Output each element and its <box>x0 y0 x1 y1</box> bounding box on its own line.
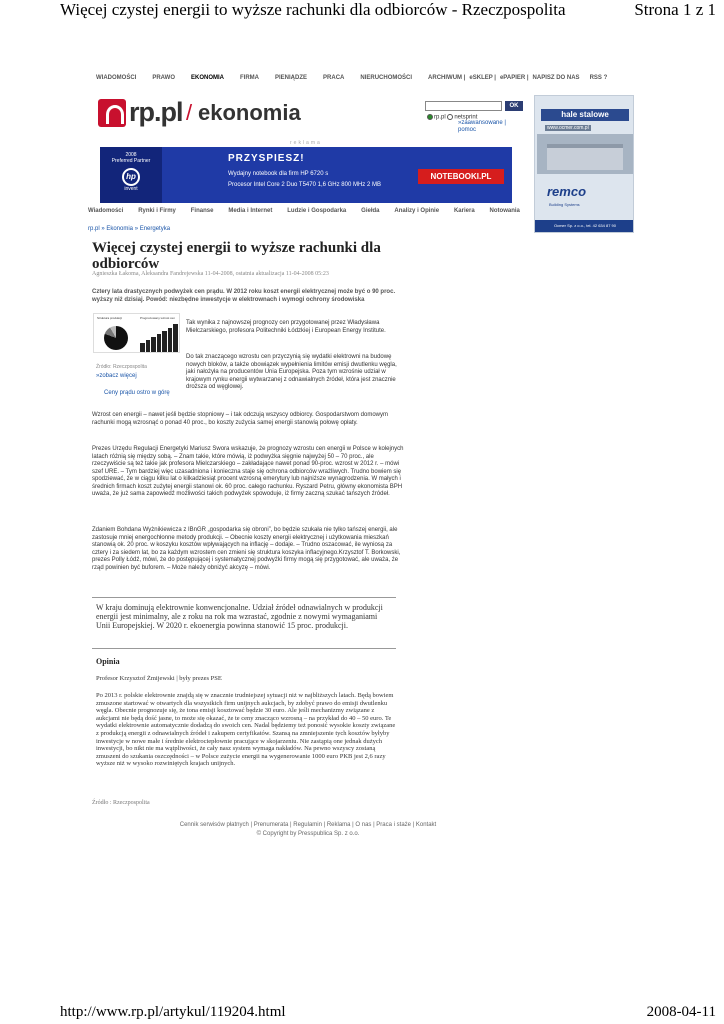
nav-analizy[interactable]: Analizy i Opinie <box>394 208 440 214</box>
print-page-number: Strona 1 z 1 <box>634 0 716 19</box>
hp-partner-box <box>100 147 162 203</box>
print-date: 2008-04-11 <box>646 1004 716 1020</box>
nav-finanse[interactable]: Finanse <box>190 208 214 214</box>
print-footer <box>0 1004 724 1024</box>
info-box: W kraju dominują elektrownie konwencjonalne. Udział źródeł odnawialnych w produkcji energii jest minimalny, ale z roku na rok ma wzrastać, zgodnie z nowymi wymaganiami Unii Europejskiej. W 2020 r. ekoenergia powinna stanowić 15 proc. produkcji. <box>96 603 383 630</box>
logo-site-name: rp.pl <box>129 97 183 127</box>
see-more-link[interactable]: »zobacz więcej <box>96 373 137 379</box>
print-url: http://www.rp.pl/artykul/119204.html <box>60 1004 286 1020</box>
topnav-archiwum[interactable]: ARCHIWUM | <box>428 75 466 81</box>
print-document-title: Więcej czystej energii to wyższe rachunki dla odbiorców - Rzeczpospolita <box>60 0 566 19</box>
ad-footer: Ocmer Sp. z o.o., tel. 42 634 87 90 <box>535 220 634 232</box>
site-logo[interactable] <box>98 97 301 131</box>
topnav-ekonomia[interactable]: EKONOMIA <box>191 75 225 81</box>
banner-line-1: Wydajny notebook dla firm HP 6720 s <box>228 171 329 177</box>
opinion-text: Po 2013 r. polskie elektrownie znajdą się w znacznie trudniejszej sytuacji niż w najbliższych latach. Będą bowiem zmuszone startować w otwartych dla wszystkich firm unijnych aukcjach, by zdobyć prawo do emisji dwutlenku węgla. Obecnie prognozuje się, że tona emisji kosztować będzie 30 euro. Ale jeśli mechanizmy związane z aukcjami nie będą dość jasne, to może się okazać, że te ceny znacząco wzrosną – na przykład do 40 – 50 euro. Te wydatki elektrownie automatycznie dodadzą do swoich cen. Nadal będziemy też ponosić wysokie koszty związane z produkcją energii z odnawialnych źródeł i zakupem certyfikatów. Szansą na zmniejszenie tych kosztów byłyby inwestycje w nowe małe i średnie elektrociepłownie pracujące w skojarzeniu. Nie zastąpią one jednak dużych inwestycji, bo nikt nie ma wątpliwości, że cały nasz system wymaga nakładów. Na pewno wszyscy zostaną zmuszeni do szukania oszczędności – w Polsce zużycie energii na wygenerowanie 1000 euro PKB jest 2,6 razy wyższe niż w wysoko rozwiniętych krajach unijnych. <box>96 692 396 768</box>
topnav-firma[interactable]: FIRMA <box>240 75 260 81</box>
warehouse-icon <box>537 134 633 174</box>
advanced-search-link[interactable]: »zaawansowane | <box>458 120 506 126</box>
hp-invent: invent <box>124 186 138 192</box>
eagle-logo-icon <box>98 99 126 127</box>
divider <box>92 648 396 649</box>
topnav-prawo[interactable]: PRAWO <box>152 75 176 81</box>
footer-copyright: © Copyright by Presspublica Sp. z o.o. <box>256 831 360 837</box>
article-lead: Cztery lata drastycznych podwyżek cen prądu. W 2012 roku koszt energii elektrycznej może być o 90 proc. wyższy niż dzisiaj. Powód: niezbędne inwestycje w elektrownach i wymogi ochrony środowiska <box>92 289 396 303</box>
price-chart-thumbnail[interactable] <box>93 313 180 353</box>
chart-legend-right: Prognozowany wzrost cen <box>140 316 176 320</box>
article-title: Więcej czystej energii to wyższe rachunki dla odbiorców <box>92 240 381 272</box>
banner-brand: NOTEBOOKI.PL <box>418 169 504 184</box>
footer-links[interactable]: Cennik serwisów płatnych | Prenumerata | Regulamin | Reklama | O nas | Praca i staże | Kontakt <box>179 822 437 828</box>
ad-url: www.ocmer.com.pl <box>547 125 589 131</box>
help-link[interactable]: pomoc <box>458 127 477 133</box>
print-header <box>0 0 724 22</box>
nav-gielda[interactable]: Giełda <box>361 208 380 214</box>
nav-ludzie[interactable]: Ludzie i Gospodarka <box>287 208 347 214</box>
site-footer <box>100 821 516 839</box>
steel-halls-ad[interactable] <box>534 95 634 233</box>
hp-logo-icon: hp <box>122 168 140 186</box>
nav-wiadomosci[interactable]: Wiadomości <box>88 208 124 214</box>
article-paragraph-1: Tak wynika z najnowszej prognozy cen przygotowanej przez Władysława Mielczarskiego, profesora Politechniki Łódzkiej i European Energy Institute. <box>186 320 386 334</box>
nav-kariera[interactable]: Kariera <box>453 208 475 214</box>
topnav-praca[interactable]: PRACA <box>323 75 345 81</box>
topnav-esklep[interactable]: eSKLEP | <box>469 75 496 81</box>
partner-year: 2008 <box>125 152 137 158</box>
nav-rynki[interactable]: Rynki i Firmy <box>138 208 176 214</box>
hp-notebook-banner[interactable] <box>100 147 512 203</box>
logo-slash: / <box>186 100 193 125</box>
nav-notowania[interactable]: Notowania <box>489 208 520 214</box>
chart-title-link[interactable]: Ceny prądu ostro w górę <box>104 390 170 396</box>
nav-media[interactable]: Media i Internet <box>228 208 273 214</box>
topnav-rss[interactable]: RSS ? <box>589 75 608 81</box>
topnav-nieruchomosci[interactable]: NIERUCHOMOŚCI <box>360 75 413 81</box>
opinion-heading: Opinia <box>96 657 120 666</box>
banner-headline: PRZYSPIESZ! <box>228 153 305 164</box>
bar-chart-icon <box>140 322 178 352</box>
article-paragraph-5: Zdaniem Bohdana Wyżnikiewicza z IBnGR „gospodarka się obroni”, bo będzie szukała nie tylko tańszej energii, ale zastosuje mniej energochłonne metody produkcji. – Obecnie koszty energii elektrycznej i użytkowania mieszkań stanowią ok. 20 proc. w koszyku kosztów wpływających na inflację – dodaje. – Trudno oszacować, ile wyniosą za cztery i za siedem lat, bo za każdym wzrostem cen zmieni się struktura koszyka inflacyjnego.Krzysztof T. Borkowski, prezes Polly Łódź, mówi, że do postępującej i systematycznej podwyżki firmy mogą się przygotować, ale uważa, że rząd powinien być buforem. – Może należy obniżyć akcyzę – mówi. <box>92 527 401 571</box>
radio-rp-label: rp.pl <box>434 114 446 121</box>
article-paragraph-3: Wzrost cen energii – nawet jeśli będzie stopniowy – i tak odczują wszyscy odbiorcy. Gospodarstwom domowym rachunki mogą wzrosnąć o ponad 40 proc., bo koszty zużycia samej energii stanowią połowę opłaty. <box>92 412 389 426</box>
logo-section-name: ekonomia <box>198 100 301 125</box>
topnav-pieniadze[interactable]: PIENIĄDZE <box>275 75 308 81</box>
topnav-wiadomosci[interactable]: WIADOMOŚCI <box>96 75 137 81</box>
article-byline: Agnieszka Łakoma, Aleksandra Fandrejewska 11-04-2008, ostatnia aktualizacja 11-04-2008 05:23 <box>92 271 329 277</box>
chart-caption: Źródło: Rzeczpospolita <box>96 364 147 370</box>
ad-brand-sub: Building Systems <box>549 202 580 207</box>
ad-label: reklama <box>290 140 322 146</box>
radio-netsprint-label: netsprint <box>454 114 478 121</box>
search-input[interactable] <box>425 101 502 111</box>
pie-chart-icon <box>104 326 128 350</box>
banner-line-2: Procesor Intel Core 2 Duo T5470 1,6 GHz 800 MHz 2 MB <box>228 182 381 188</box>
search-links <box>458 120 506 134</box>
article-paragraph-2: Do tak znaczącego wzrostu cen przyczynią się wydatki elektrowni na budowę nowych bloków, a także obowiązek wypełnienia limitów emisji dwutlenku węgla, jaki nałożyła na producentów Unia Europejska. Poza tym wzrośnie udział w krajowym rynku energii wytwarzanej z odnawialnych źródeł, która jest znacznie droższa od węglowej. <box>186 354 397 390</box>
article-paragraph-4: Prezes Urzędu Regulacji Energetyki Mariusz Swora wskazuje, że prognozy wzrostu cen energii w Polsce w kolejnych latach różnią się między sobą. – Znam takie, które mówią, iż podwyżka sięgnie najwyżej 50 – 70 proc., ale rzeczywiście są też takie jak profesora Mielczarskiego – zakładające nawet ponad 90-proc. wzrost w 2012 r. – mówi szef URE. – Tym bardziej więc uzasadniona i konieczna staje się ochrona odbiorców wrażliwych. Trudno bowiem się spodziewać, że w ciągu kilku lat o kilkadziesiąt procent wzrosną emerytury lub najniższe wynagrodzenia. W małych i średnich firmach koszt zużytej energii stanowi ok. 60 proc. całego rachunku. Ryszard Petru, główny ekonomista BPH uważa, że już sama zapowiedź możliwości takich podwyżek spowoduje, iż firmy zaczną szukać tańszych źródeł. <box>92 446 404 497</box>
radio-rp-icon[interactable] <box>427 114 433 120</box>
top-navigation <box>96 73 616 83</box>
article-source: Źródło : Rzeczpospolita <box>92 800 150 806</box>
divider <box>92 597 396 598</box>
chart-legend-left: Struktura produkcji <box>97 316 123 320</box>
opinion-author: Profesor Krzysztof Żmijewski | były prezes PSE <box>96 675 222 682</box>
breadcrumb[interactable]: rp.pl » Ekonomia » Energetyka <box>88 226 171 232</box>
ad-brand: remco <box>547 184 587 199</box>
topnav-epapier[interactable]: ePAPIER | <box>499 75 529 81</box>
search-button[interactable]: OK <box>505 101 523 111</box>
radio-netsprint-icon[interactable] <box>447 114 453 120</box>
search-box <box>425 101 525 141</box>
partner-label: Preferred Partner <box>111 158 151 164</box>
ad-title: hale stalowe <box>541 109 629 121</box>
topnav-napisz[interactable]: NAPISZ DO NAS <box>532 75 580 81</box>
main-navigation <box>88 208 520 214</box>
